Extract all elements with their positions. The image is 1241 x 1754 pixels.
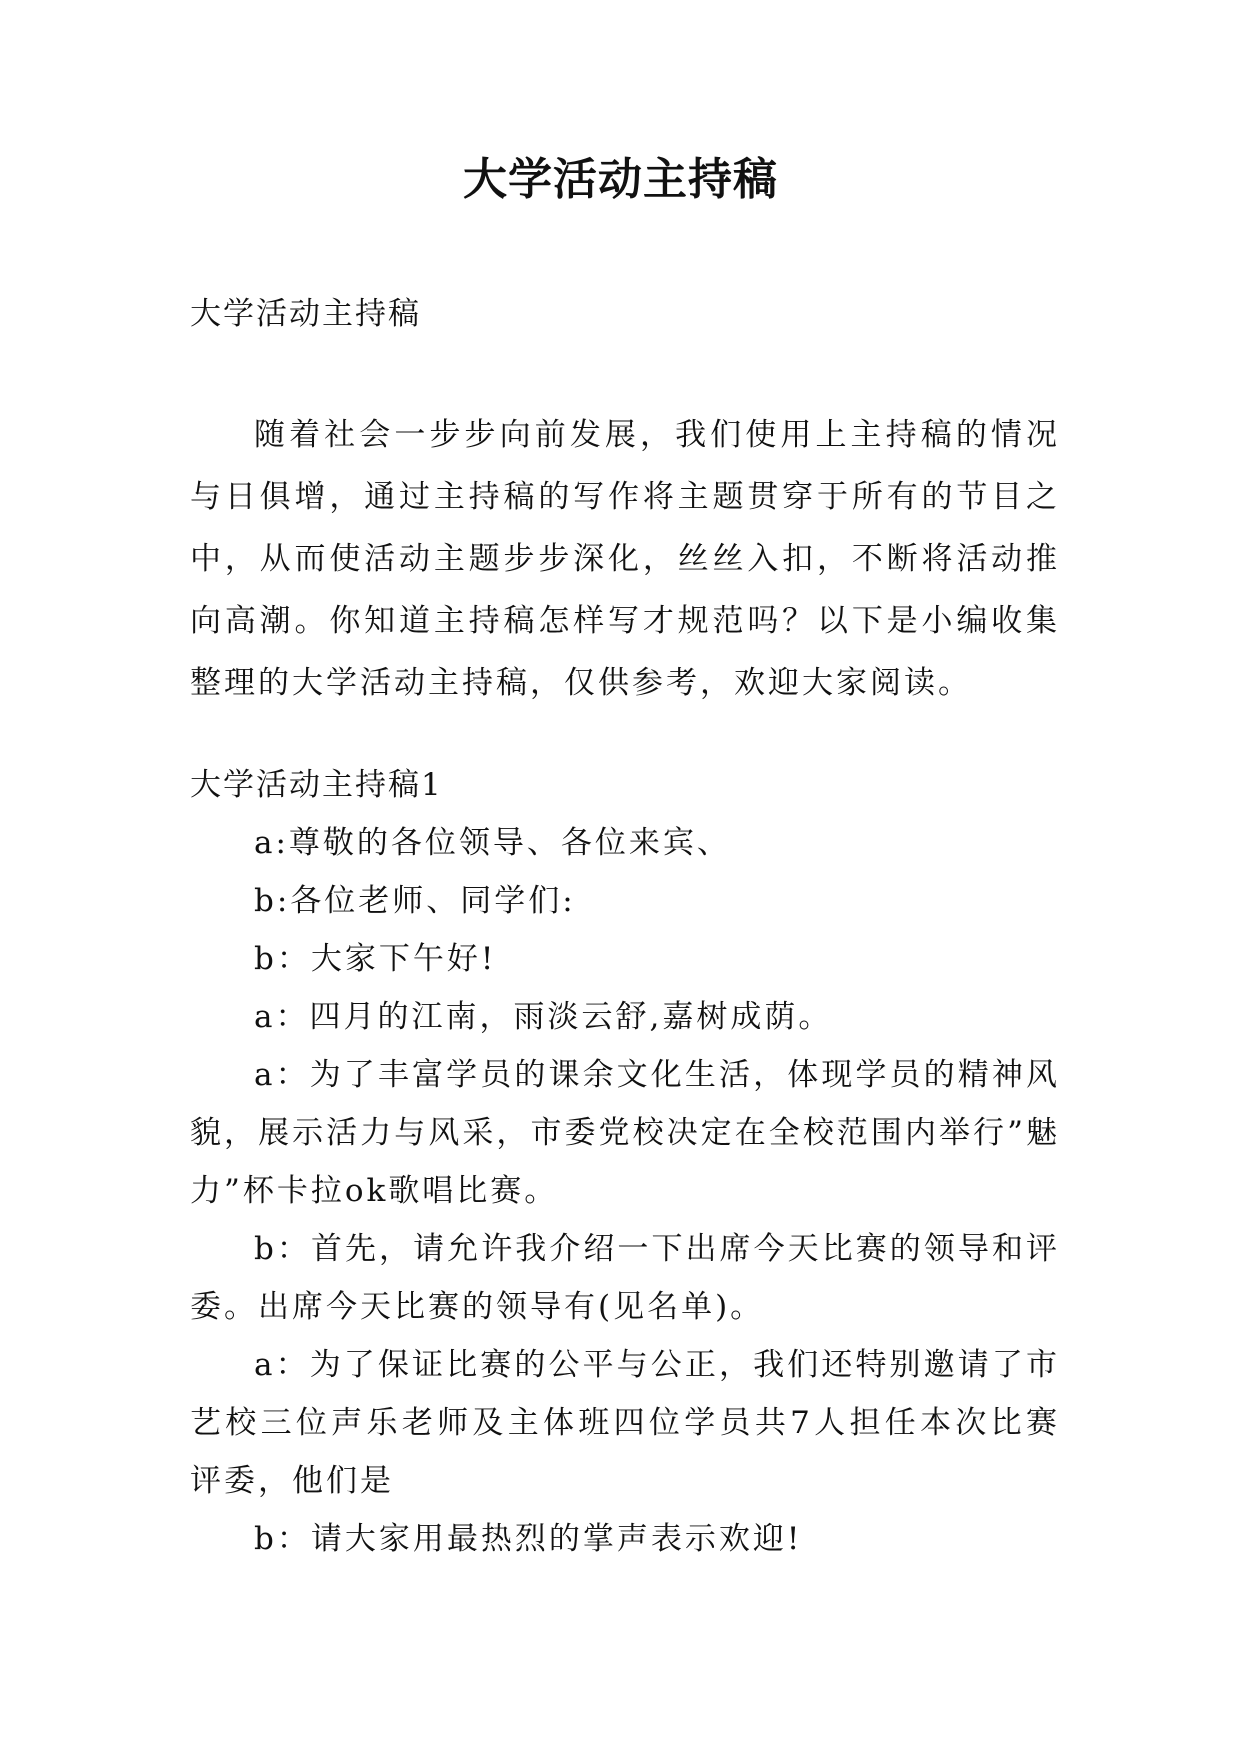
dialogue-line: b：首先，请允许我介绍一下出席今天比赛的领导和评委。出席今天比赛的领导有(见名单)。 (190, 1231, 1060, 1325)
dialogue-line: a：四月的江南，雨淡云舒,嘉树成荫。 (254, 999, 833, 1035)
dialogue-line: b:各位老师、同学们: (254, 883, 576, 919)
dialogue-line: a:尊敬的各位领导、各位来宾、 (254, 825, 731, 861)
document-subtitle: 大学活动主持稿 (190, 296, 421, 332)
dialogue-line: b：请大家用最热烈的掌声表示欢迎! (254, 1521, 803, 1557)
document-title: 大学活动主持稿 (463, 154, 778, 205)
section-1 (190, 756, 1060, 1568)
dialogue-line: a：为了保证比赛的公平与公正，我们还特别邀请了市艺校三位声乐老师及主体班四位学员共7人担任本次比赛评委，他们是 (190, 1347, 1060, 1499)
section-heading: 大学活动主持稿1 (190, 767, 443, 803)
intro-paragraph: 随着社会一步步向前发展，我们使用上主持稿的情况与日俱增，通过主持稿的写作将主题贯穿于所有的节目之中，从而使活动主题步步深化，丝丝入扣，不断将活动推向高潮。你知道主持稿怎样写才规范吗？以下是小编收集整理的大学活动主持稿，仅供参考，欢迎大家阅读。 (190, 417, 1060, 701)
dialogue-line: a：为了丰富学员的课余文化生活，体现学员的精神风貌，展示活力与风采，市委党校决定在全校范围内举行”魅力”杯卡拉ok歌唱比赛。 (190, 1057, 1060, 1209)
dialogue-line: b：大家下午好! (254, 941, 497, 977)
